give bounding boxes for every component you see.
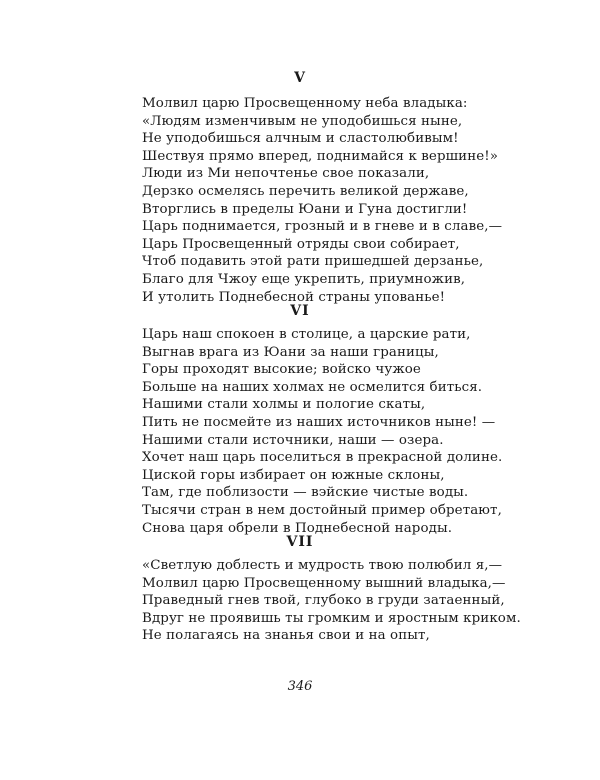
verse-line: Выгнав врага из Юани за наши границы, [142, 344, 439, 360]
verse-line: Не уподобишься алчным и сластолюбивым! [142, 131, 459, 147]
verse-line: Не полагаясь на знанья свои и на опыт, [142, 628, 430, 644]
verse-line: Нашими стали источники, наши — озера. [142, 432, 444, 448]
verse-line: Тысячи стран в нем достойный пример обретают, [142, 502, 502, 518]
page-number: 346 [287, 679, 313, 694]
verse-line: Шествуя прямо вперед, поднимайся к вершине!» [142, 148, 499, 164]
stanza-vi [142, 326, 502, 537]
section-heading-v: V [294, 70, 306, 86]
stanza-vii [142, 557, 521, 645]
verse-line: Молвил царю Просвещенному неба владыка: [142, 96, 468, 111]
verse-line: Нашими стали холмы и пологие скаты, [142, 397, 426, 413]
verse-line: Там, где поблизости — вэйские чистые воды. [142, 485, 469, 501]
verse-line: Циской горы избирает он южные склоны, [142, 467, 445, 483]
section-heading-vi: VI [290, 303, 310, 319]
verse-line: Вдруг не проявишь ты громким и яростным криком. [142, 610, 521, 626]
verse-line: Царь наш спокоен в столице, а царские рати, [142, 327, 471, 342]
verse-line: Снова царя обрели в Поднебесной народы. [142, 520, 453, 536]
verse-line: Больше на наших холмах не осмелится биться. [142, 379, 483, 395]
verse-line: Чтоб подавить этой рати пришедшей дерзанье, [142, 254, 484, 270]
section-heading-vii: VII [286, 534, 314, 550]
verse-line: Люди из Ми непочтенье свое показали, [142, 166, 430, 182]
verse-line: Благо для Чжоу еще укрепить, приумножив, [142, 271, 466, 287]
verse-line: И утолить Поднебесной страны упованье! [142, 289, 446, 305]
verse-line: Пить не посмейте из наших источников ныне! — [142, 414, 496, 430]
verse-line: Хочет наш царь поселиться в прекрасной долине. [142, 450, 503, 466]
verse-line: «Светлую доблесть и мудрость твою полюбил я,— [142, 558, 503, 573]
verse-line: Вторглись в пределы Юани и Гуна достигли! [142, 201, 468, 217]
verse-line: «Людям изменчивым не уподобишься ныне, [142, 113, 463, 129]
stanza-v [142, 95, 502, 306]
verse-line: Царь поднимается, грозный и в гневе и в славе,— [142, 219, 503, 235]
verse-line: Молвил царю Просвещенному вышний владыка,— [142, 575, 506, 591]
verse-line: Праведный гнев твой, глубоко в груди затаенный, [142, 593, 505, 609]
verse-line: Дерзко осмелясь перечить великой державе, [142, 183, 469, 199]
verse-line: Горы проходят высокие; войско чужое [142, 362, 421, 378]
verse-line: Царь Просвещенный отряды свои собирает, [142, 236, 460, 252]
